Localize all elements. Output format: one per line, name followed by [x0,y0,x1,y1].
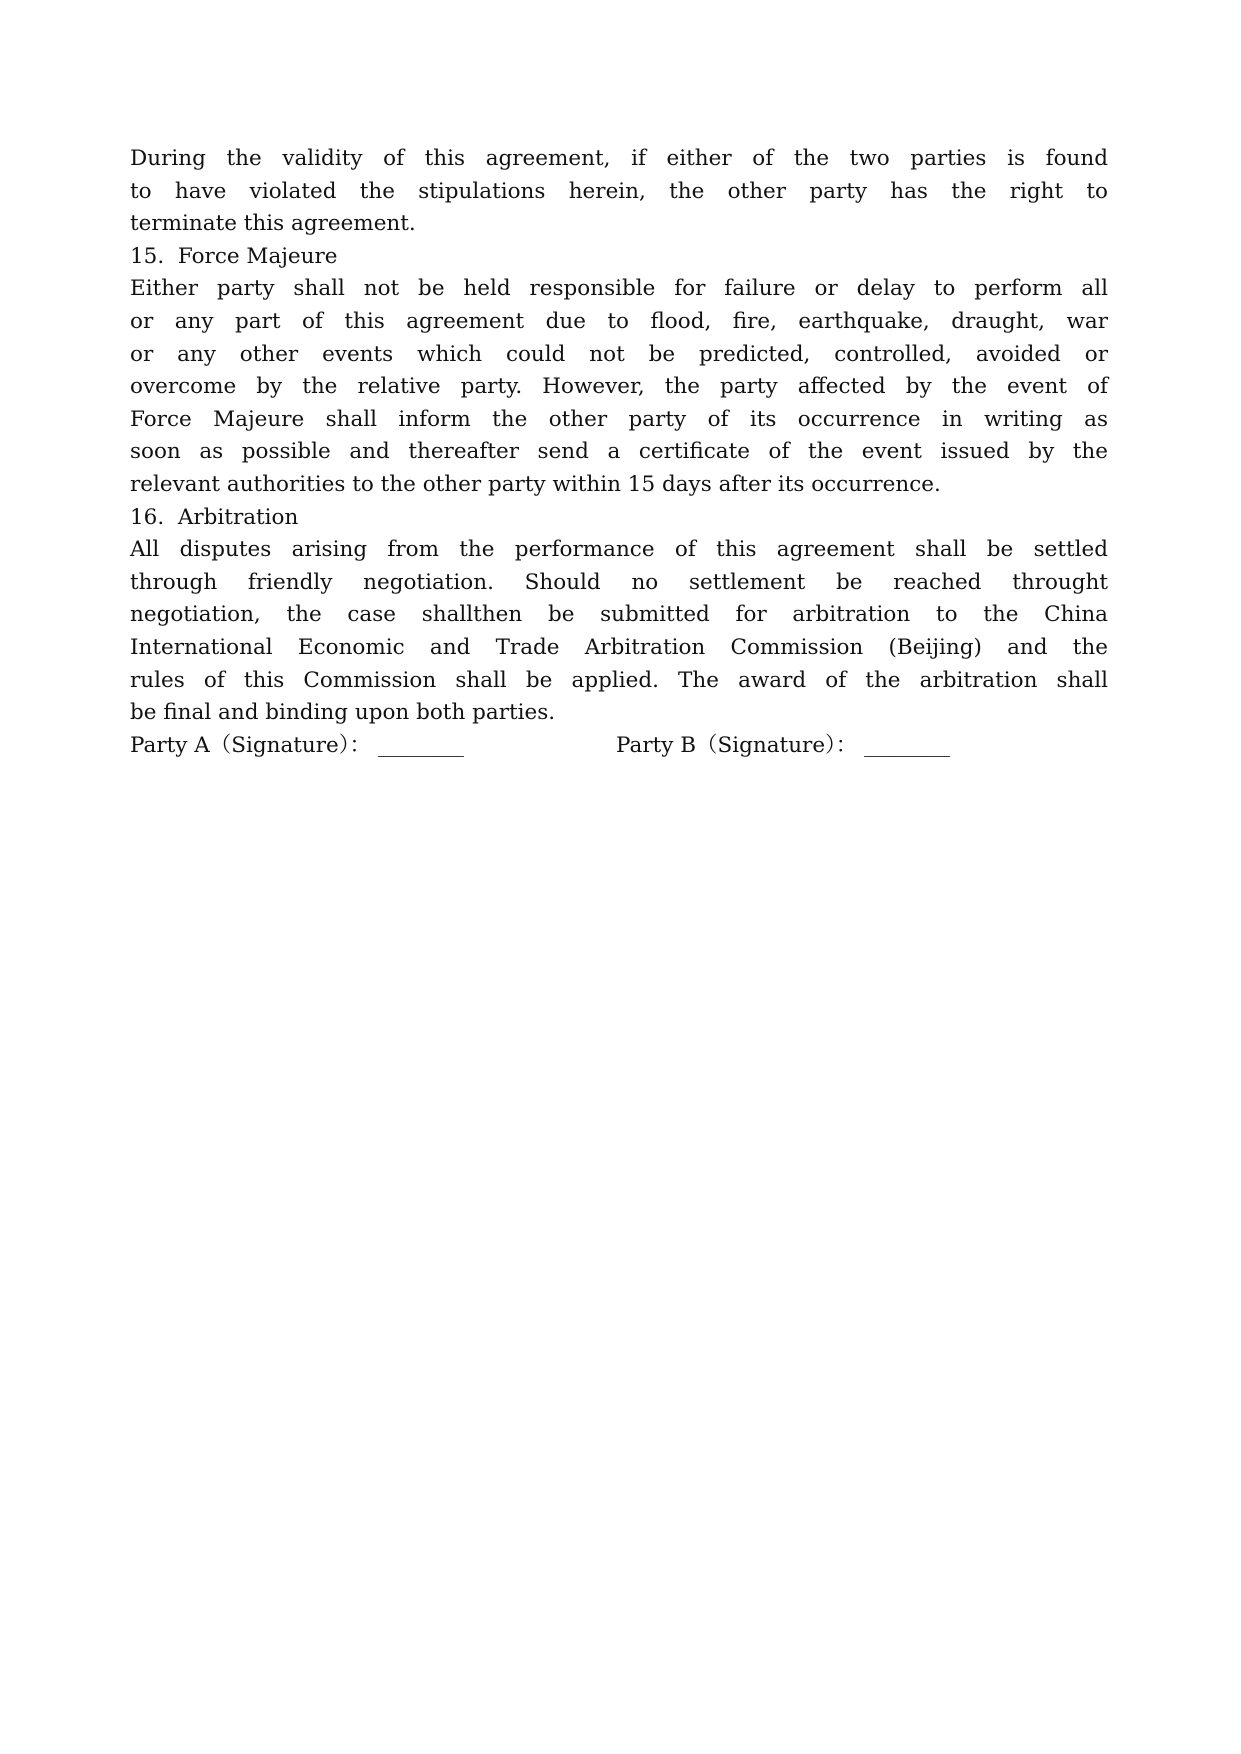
paragraph-line: soon as possible and thereafter send a certificate of the event issued by the [130,439,1108,465]
paragraph-line: During the validity of this agreement, if either of the two parties is found [130,146,1108,171]
paragraph-line: rules of this Commission shall be applied. The award of the arbitration shall [130,667,1108,693]
paragraph-line: be final and binding upon both parties. [130,700,556,726]
paragraph-line: or any other events which could not be predicted, controlled, avoided or [130,341,1108,367]
section-heading-force-majeure: 15. Force Majeure [130,243,338,269]
paragraph-line: All disputes arising from the performance of this agreement shall be settled [130,537,1108,563]
paragraph-line: to have violated the stipulations herein, the other party has the right to [130,178,1108,204]
document-body [130,143,1130,762]
paragraph-line: overcome by the relative party. However, the party affected by the event of [130,374,1108,400]
paragraph-line: negotiation, the case shallthen be submitted for arbitration to the China [130,602,1108,628]
paragraph-line: International Economic and Trade Arbitration Commission (Beijing) and the [130,634,1108,660]
paragraph-line: or any part of this agreement due to flood, fire, earthquake, draught, war [130,308,1108,334]
paragraph-line: through friendly negotiation. Should no settlement be reached throught [130,569,1108,595]
party-a-signature: Party A（Signature）： ________ [130,732,464,758]
paragraph-line: Force Majeure shall inform the other party of its occurrence in writing as [130,406,1108,432]
section-heading-arbitration: 16. Arbitration [130,504,299,530]
paragraph-line: relevant authorities to the other party within 15 days after its occurrence. [130,471,941,497]
party-b-signature: Party B（Signature）： ________ [616,732,951,758]
paragraph-line: Either party shall not be held responsible for failure or delay to perform all [130,276,1108,302]
signature-row [130,730,1130,763]
paragraph-line: terminate this agreement. [130,211,416,237]
